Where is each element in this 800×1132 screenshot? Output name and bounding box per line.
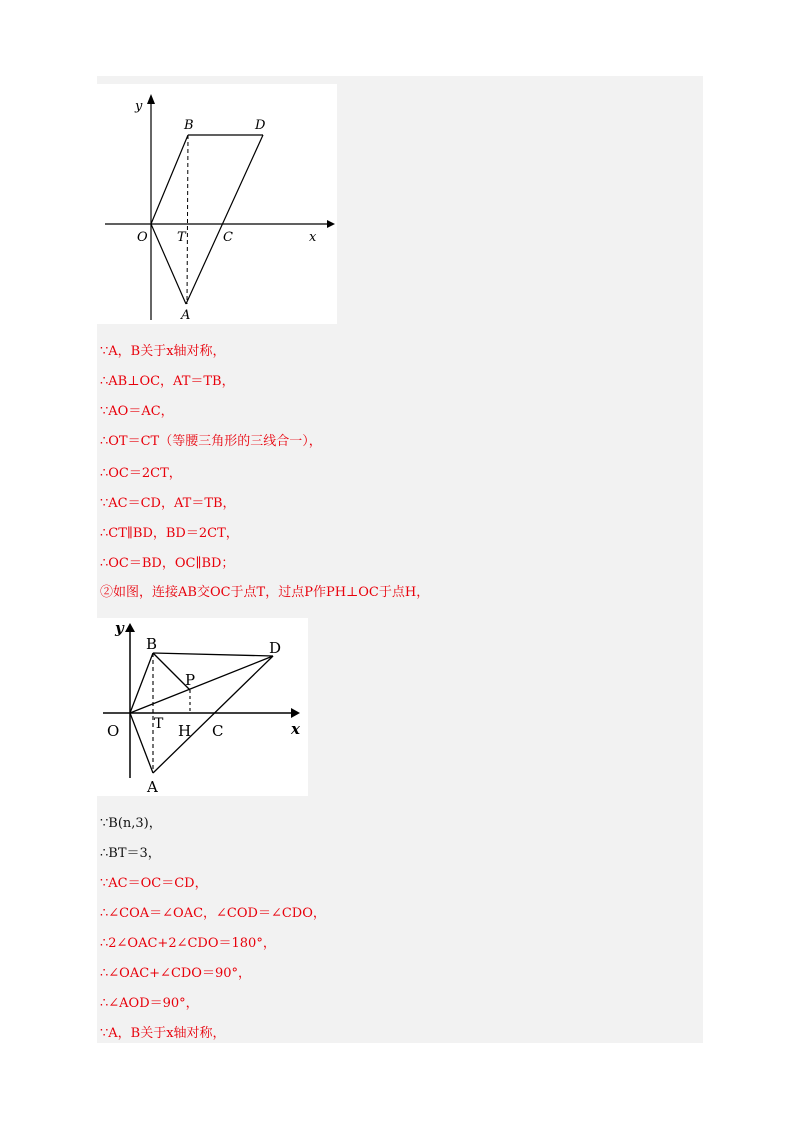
text-line-3: ∵AO＝AC， [100, 404, 174, 419]
label-c: C [223, 230, 233, 245]
text-line-13: ∴∠COA＝∠OAC，∠COD＝∠CDO， [100, 906, 326, 921]
label-o: O [107, 722, 120, 740]
figure-2-diagram [97, 618, 308, 796]
label-a: A [147, 778, 158, 796]
segment-ob [151, 135, 188, 224]
label-b: B [146, 635, 158, 653]
label-y: y [115, 619, 124, 637]
text-line-17: ∵A，B关于x轴对称， [100, 1026, 226, 1041]
segment-od [130, 656, 273, 713]
label-h: H [178, 722, 192, 740]
label-p: P [185, 671, 196, 689]
figure-1 [97, 84, 337, 324]
y-axis-arrow [125, 623, 135, 632]
segment-bt-dashed [187, 135, 188, 304]
x-axis-arrow [291, 708, 300, 718]
text-line-7: ∴CT∥BD，BD＝2CT， [100, 526, 239, 541]
figure-1-diagram [97, 84, 337, 324]
segment-ob [130, 653, 153, 713]
label-x: x [291, 720, 300, 738]
label-d: D [255, 118, 266, 133]
document-page [97, 76, 703, 1043]
label-t: T [177, 230, 186, 245]
label-b: B [184, 118, 194, 133]
text-line-16: ∴∠AOD＝90°， [100, 996, 199, 1011]
text-line-14: ∴2∠OAC+2∠CDO＝180°， [100, 936, 276, 951]
text-line-11: ∴BT＝3， [100, 846, 161, 861]
text-line-8: ∴OC＝BD，OC∥BD； [100, 556, 235, 571]
figure-2 [97, 618, 308, 796]
label-d: D [269, 639, 282, 657]
label-c: C [212, 722, 224, 740]
label-x: x [309, 230, 317, 245]
text-line-4: ∴OT＝CT（等腰三角形的三线合一）， [100, 434, 322, 449]
segment-da [153, 656, 273, 773]
label-t: T [154, 716, 164, 732]
text-line-2: ∴AB⊥OC，AT＝TB， [100, 374, 235, 389]
text-line-5: ∴OC＝2CT， [100, 466, 182, 481]
text-line-1: ∵A，B关于x轴对称， [100, 344, 226, 359]
label-a: A [181, 308, 191, 323]
segment-bd [153, 653, 273, 656]
text-line-10: ∵B(n,3)， [100, 816, 162, 831]
text-line-12: ∵AC＝OC＝CD， [100, 876, 208, 891]
segment-oa [130, 713, 153, 773]
text-line-15: ∴∠OAC+∠CDO＝90°， [100, 966, 252, 981]
segment-da [186, 135, 263, 304]
label-y: y [135, 99, 143, 114]
y-axis-arrow [147, 94, 155, 104]
text-line-6: ∵AC＝CD，AT＝TB， [100, 496, 236, 511]
label-o: O [137, 230, 148, 245]
x-axis-arrow [327, 220, 335, 228]
text-line-9: ②如图，连接AB交OC于点T，过点P作PH⊥OC于点H， [100, 585, 430, 600]
